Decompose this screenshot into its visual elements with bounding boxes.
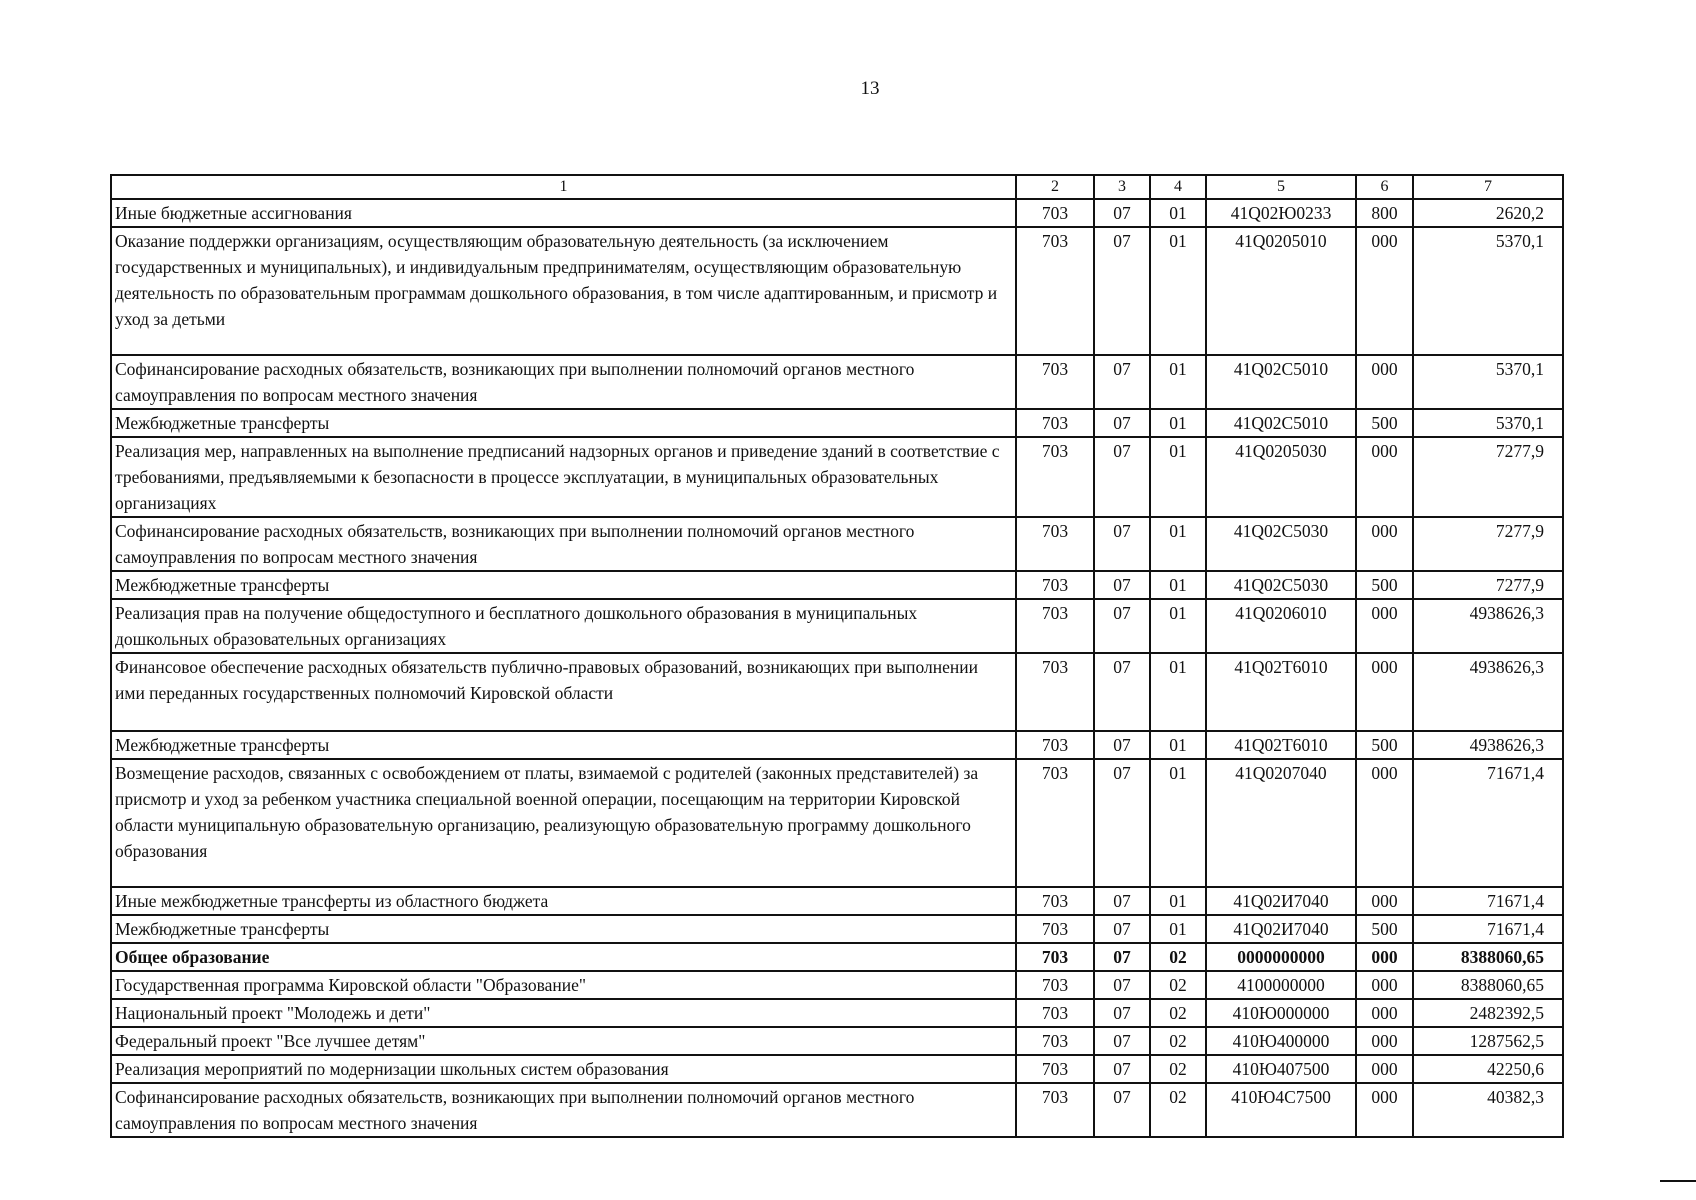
table-row: [111, 437, 1563, 517]
cell-col4: 02: [1150, 1083, 1206, 1137]
cell-name: Национальный проект "Молодежь и дети": [111, 999, 1016, 1027]
cell-col5: 41Q02C5030: [1206, 517, 1356, 571]
cell-col4: 01: [1150, 199, 1206, 227]
cell-col7: 2482392,5: [1413, 999, 1563, 1027]
cell-col5: 0000000000: [1206, 943, 1356, 971]
cell-col3: 07: [1094, 1083, 1150, 1137]
cell-col2: 703: [1016, 355, 1094, 409]
cell-col6: 000: [1356, 227, 1413, 355]
cell-col3: 07: [1094, 1055, 1150, 1083]
table-body: [111, 199, 1563, 1137]
cell-col3: 07: [1094, 759, 1150, 887]
cell-col3: 07: [1094, 517, 1150, 571]
cell-col5: 410Ю4C7500: [1206, 1083, 1356, 1137]
cell-col5: 41Q02C5010: [1206, 409, 1356, 437]
table-row: [111, 409, 1563, 437]
cell-name: Софинансирование расходных обязательств, возникающих при выполнении полномочий органов местного самоуправления по вопросам местного значения: [111, 1083, 1016, 1137]
cell-col5: 41Q02T6010: [1206, 653, 1356, 731]
cell-col7: 4938626,3: [1413, 653, 1563, 731]
cell-col4: 01: [1150, 409, 1206, 437]
cell-name: Общее образование: [111, 943, 1016, 971]
cell-col3: 07: [1094, 653, 1150, 731]
cell-col3: 07: [1094, 227, 1150, 355]
cell-col4: 01: [1150, 887, 1206, 915]
table-row: [111, 915, 1563, 943]
cell-name: Оказание поддержки организациям, осуществляющим образовательную деятельность (за исключением государственных и муниципальных), и индивидуальным предпринимателям, осуществляющим образовательную деятельность по образовательным программам дошкольного образования, в том числе адаптированным, и присмотр и уход за детьми: [111, 227, 1016, 355]
table-row: [111, 731, 1563, 759]
cell-name: Межбюджетные трансферты: [111, 571, 1016, 599]
cell-col7: 71671,4: [1413, 887, 1563, 915]
cell-col6: 000: [1356, 943, 1413, 971]
cell-col5: 41Q02C5010: [1206, 355, 1356, 409]
cell-col3: 07: [1094, 915, 1150, 943]
cell-col3: 07: [1094, 1027, 1150, 1055]
cell-col2: 703: [1016, 571, 1094, 599]
cell-col6: 500: [1356, 731, 1413, 759]
cell-col6: 000: [1356, 1055, 1413, 1083]
cell-col3: 07: [1094, 731, 1150, 759]
corner-mark: [1660, 1180, 1696, 1182]
table-row: [111, 887, 1563, 915]
cell-col2: 703: [1016, 915, 1094, 943]
cell-col6: 000: [1356, 599, 1413, 653]
cell-col4: 01: [1150, 599, 1206, 653]
cell-col5: 41Q02T6010: [1206, 731, 1356, 759]
cell-col4: 01: [1150, 731, 1206, 759]
cell-col7: 5370,1: [1413, 409, 1563, 437]
cell-col3: 07: [1094, 571, 1150, 599]
cell-col7: 1287562,5: [1413, 1027, 1563, 1055]
cell-col2: 703: [1016, 1083, 1094, 1137]
table-row: [111, 1055, 1563, 1083]
table-row: [111, 999, 1563, 1027]
cell-col5: 41Q0205010: [1206, 227, 1356, 355]
cell-col6: 500: [1356, 915, 1413, 943]
cell-col3: 07: [1094, 355, 1150, 409]
cell-col4: 01: [1150, 355, 1206, 409]
cell-name: Межбюджетные трансферты: [111, 409, 1016, 437]
cell-col4: 01: [1150, 653, 1206, 731]
cell-col4: 01: [1150, 759, 1206, 887]
cell-col2: 703: [1016, 731, 1094, 759]
cell-col2: 703: [1016, 1055, 1094, 1083]
cell-col7: 42250,6: [1413, 1055, 1563, 1083]
cell-col3: 07: [1094, 437, 1150, 517]
cell-col4: 02: [1150, 999, 1206, 1027]
table-row: [111, 227, 1563, 355]
cell-col2: 703: [1016, 437, 1094, 517]
cell-col6: 000: [1356, 999, 1413, 1027]
cell-name: Софинансирование расходных обязательств, возникающих при выполнении полномочий органов местного самоуправления по вопросам местного значения: [111, 355, 1016, 409]
cell-col7: 7277,9: [1413, 571, 1563, 599]
table-row: [111, 571, 1563, 599]
column-header-3: 3: [1094, 175, 1150, 199]
column-header-5: 5: [1206, 175, 1356, 199]
cell-name: Межбюджетные трансферты: [111, 731, 1016, 759]
cell-col2: 703: [1016, 759, 1094, 887]
cell-col5: 4100000000: [1206, 971, 1356, 999]
cell-name: Финансовое обеспечение расходных обязательств публично-правовых образований, возникающих при выполнении ими переданных государственных полномочий Кировской области: [111, 653, 1016, 731]
cell-col2: 703: [1016, 943, 1094, 971]
cell-col5: 41Q0205030: [1206, 437, 1356, 517]
cell-col3: 07: [1094, 599, 1150, 653]
cell-col5: 41Q02И7040: [1206, 915, 1356, 943]
cell-col2: 703: [1016, 999, 1094, 1027]
cell-col6: 000: [1356, 887, 1413, 915]
cell-col4: 02: [1150, 971, 1206, 999]
cell-col2: 703: [1016, 1027, 1094, 1055]
cell-col4: 01: [1150, 227, 1206, 355]
cell-col2: 703: [1016, 409, 1094, 437]
cell-col4: 01: [1150, 437, 1206, 517]
page-number: 13: [860, 78, 880, 99]
table-row: [111, 1083, 1563, 1137]
cell-col6: 000: [1356, 1027, 1413, 1055]
cell-col7: 71671,4: [1413, 915, 1563, 943]
column-header-4: 4: [1150, 175, 1206, 199]
cell-col5: 41Q02Ю0233: [1206, 199, 1356, 227]
cell-col3: 07: [1094, 971, 1150, 999]
cell-col5: 41Q02И7040: [1206, 887, 1356, 915]
table-row: [111, 1027, 1563, 1055]
table-row: [111, 971, 1563, 999]
column-header-2: 2: [1016, 175, 1094, 199]
cell-name: Реализация прав на получение общедоступного и бесплатного дошкольного образования в муниципальных дошкольных образовательных организациях: [111, 599, 1016, 653]
cell-col6: 000: [1356, 971, 1413, 999]
cell-col7: 7277,9: [1413, 437, 1563, 517]
cell-col6: 000: [1356, 437, 1413, 517]
cell-col3: 07: [1094, 887, 1150, 915]
cell-col7: 5370,1: [1413, 227, 1563, 355]
cell-col3: 07: [1094, 409, 1150, 437]
cell-name: Иные бюджетные ассигнования: [111, 199, 1016, 227]
table-row: [111, 653, 1563, 731]
cell-col7: 40382,3: [1413, 1083, 1563, 1137]
cell-col7: 7277,9: [1413, 517, 1563, 571]
cell-col3: 07: [1094, 943, 1150, 971]
header-row: [111, 175, 1563, 199]
cell-col4: 02: [1150, 1055, 1206, 1083]
cell-col4: 02: [1150, 1027, 1206, 1055]
table-row: [111, 199, 1563, 227]
cell-name: Федеральный проект "Все лучшее детям": [111, 1027, 1016, 1055]
cell-col4: 02: [1150, 943, 1206, 971]
cell-col7: 4938626,3: [1413, 599, 1563, 653]
cell-name: Иные межбюджетные трансферты из областного бюджета: [111, 887, 1016, 915]
cell-col3: 07: [1094, 199, 1150, 227]
cell-col7: 8388060,65: [1413, 971, 1563, 999]
cell-col2: 703: [1016, 653, 1094, 731]
cell-col7: 8388060,65: [1413, 943, 1563, 971]
cell-col6: 000: [1356, 355, 1413, 409]
cell-col7: 71671,4: [1413, 759, 1563, 887]
table-row: [111, 599, 1563, 653]
cell-name: Межбюджетные трансферты: [111, 915, 1016, 943]
cell-col6: 000: [1356, 653, 1413, 731]
cell-col5: 41Q02C5030: [1206, 571, 1356, 599]
cell-col4: 01: [1150, 915, 1206, 943]
cell-col7: 5370,1: [1413, 355, 1563, 409]
cell-col2: 703: [1016, 887, 1094, 915]
cell-col6: 000: [1356, 1083, 1413, 1137]
cell-col5: 410Ю407500: [1206, 1055, 1356, 1083]
cell-col6: 500: [1356, 409, 1413, 437]
budget-table: [110, 174, 1564, 1138]
cell-col4: 01: [1150, 571, 1206, 599]
cell-col5: 410Ю000000: [1206, 999, 1356, 1027]
cell-name: Софинансирование расходных обязательств, возникающих при выполнении полномочий органов местного самоуправления по вопросам местного значения: [111, 517, 1016, 571]
column-header-6: 6: [1356, 175, 1413, 199]
table-row: [111, 355, 1563, 409]
cell-col5: 410Ю400000: [1206, 1027, 1356, 1055]
cell-col6: 500: [1356, 571, 1413, 599]
cell-col2: 703: [1016, 971, 1094, 999]
column-header-1: 1: [111, 175, 1016, 199]
cell-col7: 4938626,3: [1413, 731, 1563, 759]
cell-col2: 703: [1016, 517, 1094, 571]
column-header-7: 7: [1413, 175, 1563, 199]
cell-col2: 703: [1016, 227, 1094, 355]
cell-name: Реализация мероприятий по модернизации школьных систем образования: [111, 1055, 1016, 1083]
cell-col7: 2620,2: [1413, 199, 1563, 227]
cell-col5: 41Q0207040: [1206, 759, 1356, 887]
table-row: [111, 517, 1563, 571]
cell-name: Государственная программа Кировской области "Образование": [111, 971, 1016, 999]
table-row: [111, 943, 1563, 971]
cell-col2: 703: [1016, 599, 1094, 653]
table-row: [111, 759, 1563, 887]
cell-col2: 703: [1016, 199, 1094, 227]
cell-col6: 000: [1356, 759, 1413, 887]
cell-col4: 01: [1150, 517, 1206, 571]
cell-name: Реализация мер, направленных на выполнение предписаний надзорных органов и приведение зданий в соответствие с требованиями, предъявляемыми к безопасности в процессе эксплуатации, в муниципальных образовательных организациях: [111, 437, 1016, 517]
cell-col3: 07: [1094, 999, 1150, 1027]
cell-col5: 41Q0206010: [1206, 599, 1356, 653]
cell-col6: 000: [1356, 517, 1413, 571]
cell-col6: 800: [1356, 199, 1413, 227]
cell-name: Возмещение расходов, связанных с освобождением от платы, взимаемой с родителей (законных представителей) за присмотр и уход за ребенком участника специальной военной операции, посещающим на территории Кировской области муниципальную образовательную организацию, реализующую образовательную программу дошкольного образования: [111, 759, 1016, 887]
